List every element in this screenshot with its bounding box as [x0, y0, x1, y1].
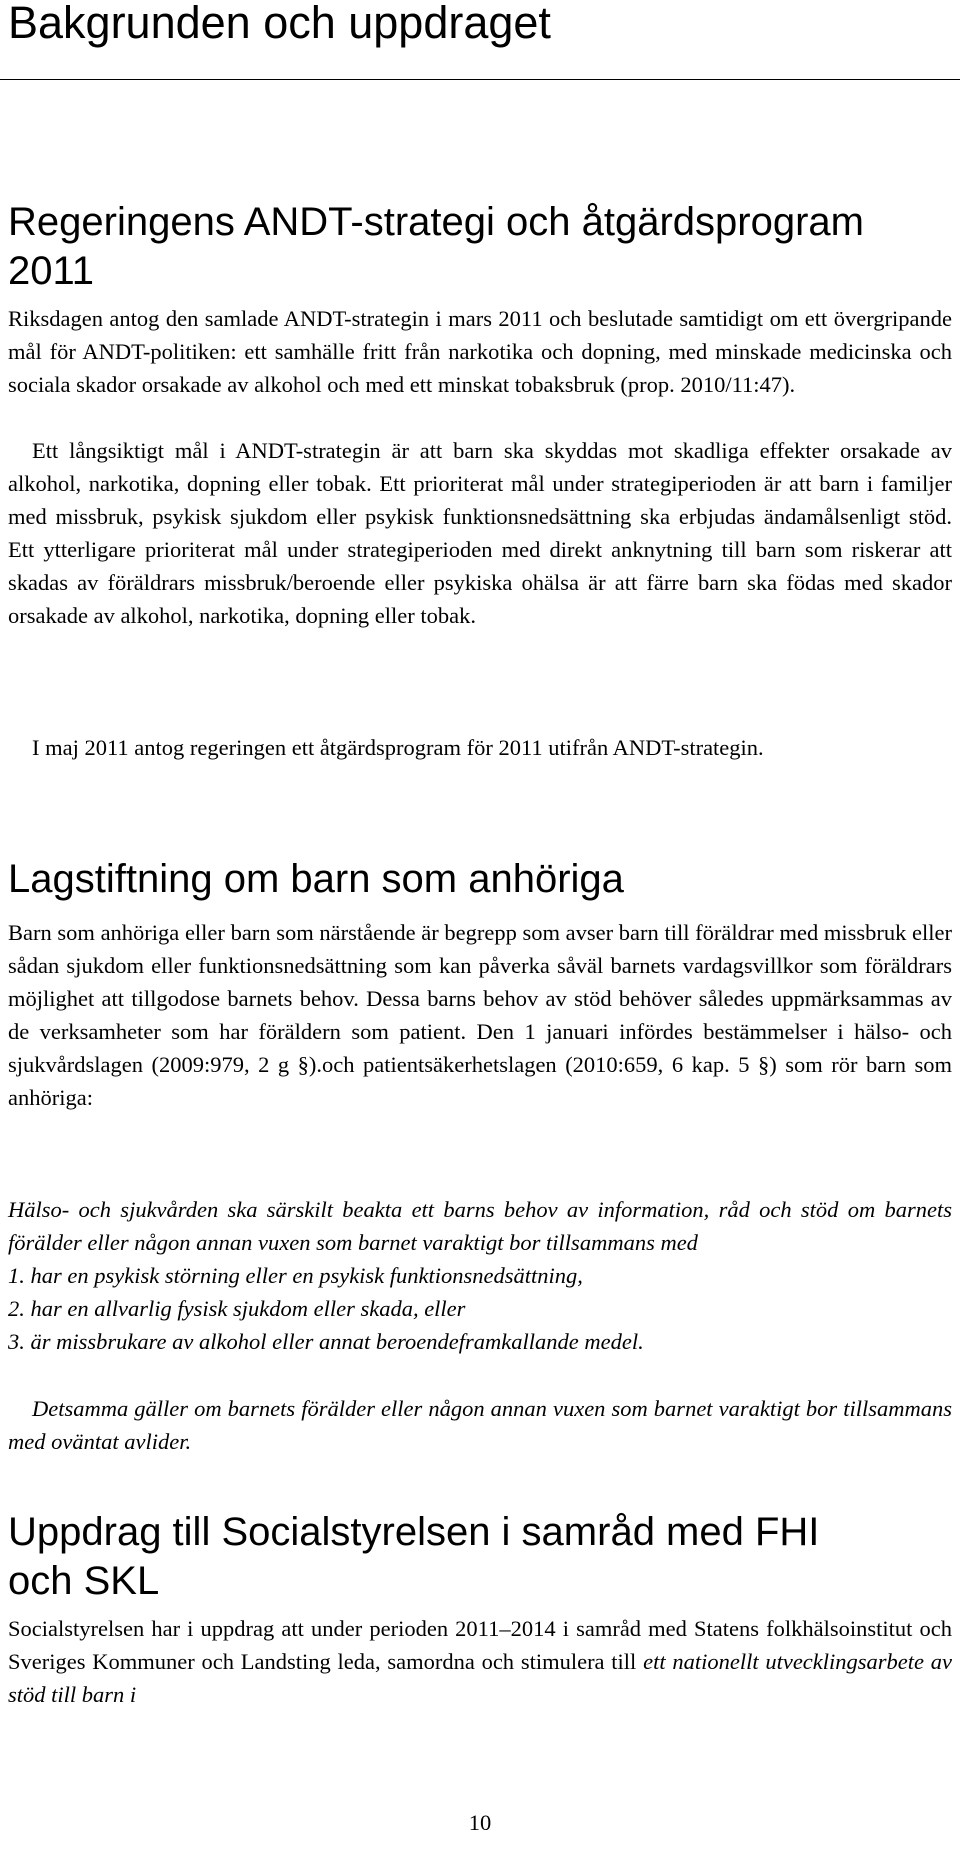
law-quote-item: 1. har en psykisk störning eller en psykisk funktionsnedsättning,	[8, 1263, 583, 1288]
assignment-text: Socialstyrelsen har i uppdrag att under perioden 2011–2014 i samråd med Statens folkhälsoinstitut och Sveriges Kommuner och Landsting leda, samordna och stimulera till	[8, 1616, 952, 1674]
section-title-legislation: Lagstiftning om barn som anhöriga	[8, 857, 624, 901]
law-quote-intro: Hälso- och sjukvården ska särskilt beakta ett barns behov av information, råd och stöd om barnets förälder eller någon annan vuxen som barnet varaktigt bor tillsammans med	[8, 1197, 952, 1255]
section-title-line: och SKL	[8, 1559, 160, 1603]
section-title-andt-strategy	[8, 198, 948, 296]
law-quote-item: 3. är missbrukare av alkohol eller annat beroendeframkallande medel.	[8, 1329, 644, 1354]
page-number: 10	[468, 1810, 492, 1835]
chapter-title: Bakgrunden och uppdraget	[8, 0, 551, 48]
assignment-text-italic: ett nationellt utvecklingsarbete av stöd till barn i	[8, 1649, 953, 1707]
paragraph-andt-intro: Riksdagen antog den samlade ANDT-strategin i mars 2011 och beslutade samtidigt om ett övergripande mål för ANDT-politiken: ett samhälle fritt från narkotika och dopning, med minskade medicinska och sociala skador orsakade av alkohol och med ett minskat tobaksbruk (prop. 2010/11:47).	[8, 306, 952, 397]
paragraph-andt-program: I maj 2011 antog regeringen ett åtgärdsprogram för 2011 utifrån ANDT-strategin.	[32, 735, 764, 760]
chapter-title-rule	[0, 79, 960, 80]
section-title-assignment	[8, 1508, 948, 1606]
paragraph-assignment	[8, 1612, 952, 1711]
section-title-line: Uppdrag till Socialstyrelsen i samråd med FHI	[8, 1510, 820, 1554]
law-quote	[8, 1193, 952, 1358]
law-quote-item: 2. har en allvarlig fysisk sjukdom eller skada, eller	[8, 1296, 466, 1321]
section-title-line: Regeringens ANDT-strategi och åtgärdsprogram	[8, 200, 864, 244]
section-title-line: 2011	[8, 249, 95, 293]
law-quote-continuation: Detsamma gäller om barnets förälder eller någon annan vuxen som barnet varaktigt bor tillsammans med oväntat avlider.	[8, 1396, 952, 1454]
paragraph-andt-goals: Ett långsiktigt mål i ANDT-strategin är att barn ska skyddas mot skadliga effekter orsakade av alkohol, narkotika, dopning eller tobak. Ett prioriterat mål under strategiperioden är att barn i familjer med missbruk, psykisk sjukdom eller psykisk funktionsnedsättning ska erbjudas ändamålsenligt stöd. Ett ytterligare prioriterat mål under strategiperioden med direkt anknytning till barn som riskerar att skadas av föräldrars missbruk/beroende eller psykiska ohälsa är att färre barn ska födas med skador orsakade av alkohol, narkotika, dopning eller tobak.	[8, 438, 952, 628]
paragraph-legislation: Barn som anhöriga eller barn som närstående är begrepp som avser barn till föräldrar med missbruk eller sådan sjukdom eller funktionsnedsättning som kan påverka såväl barnets vardagsvillkor som föräldrars möjlighet att tillgodose barnets behov. Dessa barns behov av stöd behöver således uppmärksammas av de verksamheter som har föräldern som patient. Den 1 januari infördes bestämmelser i hälso- och sjukvårdslagen (2009:979, 2 g §).och patientsäkerhetslagen (2010:659, 6 kap. 5 §) som rör barn som anhöriga:	[8, 920, 952, 1110]
